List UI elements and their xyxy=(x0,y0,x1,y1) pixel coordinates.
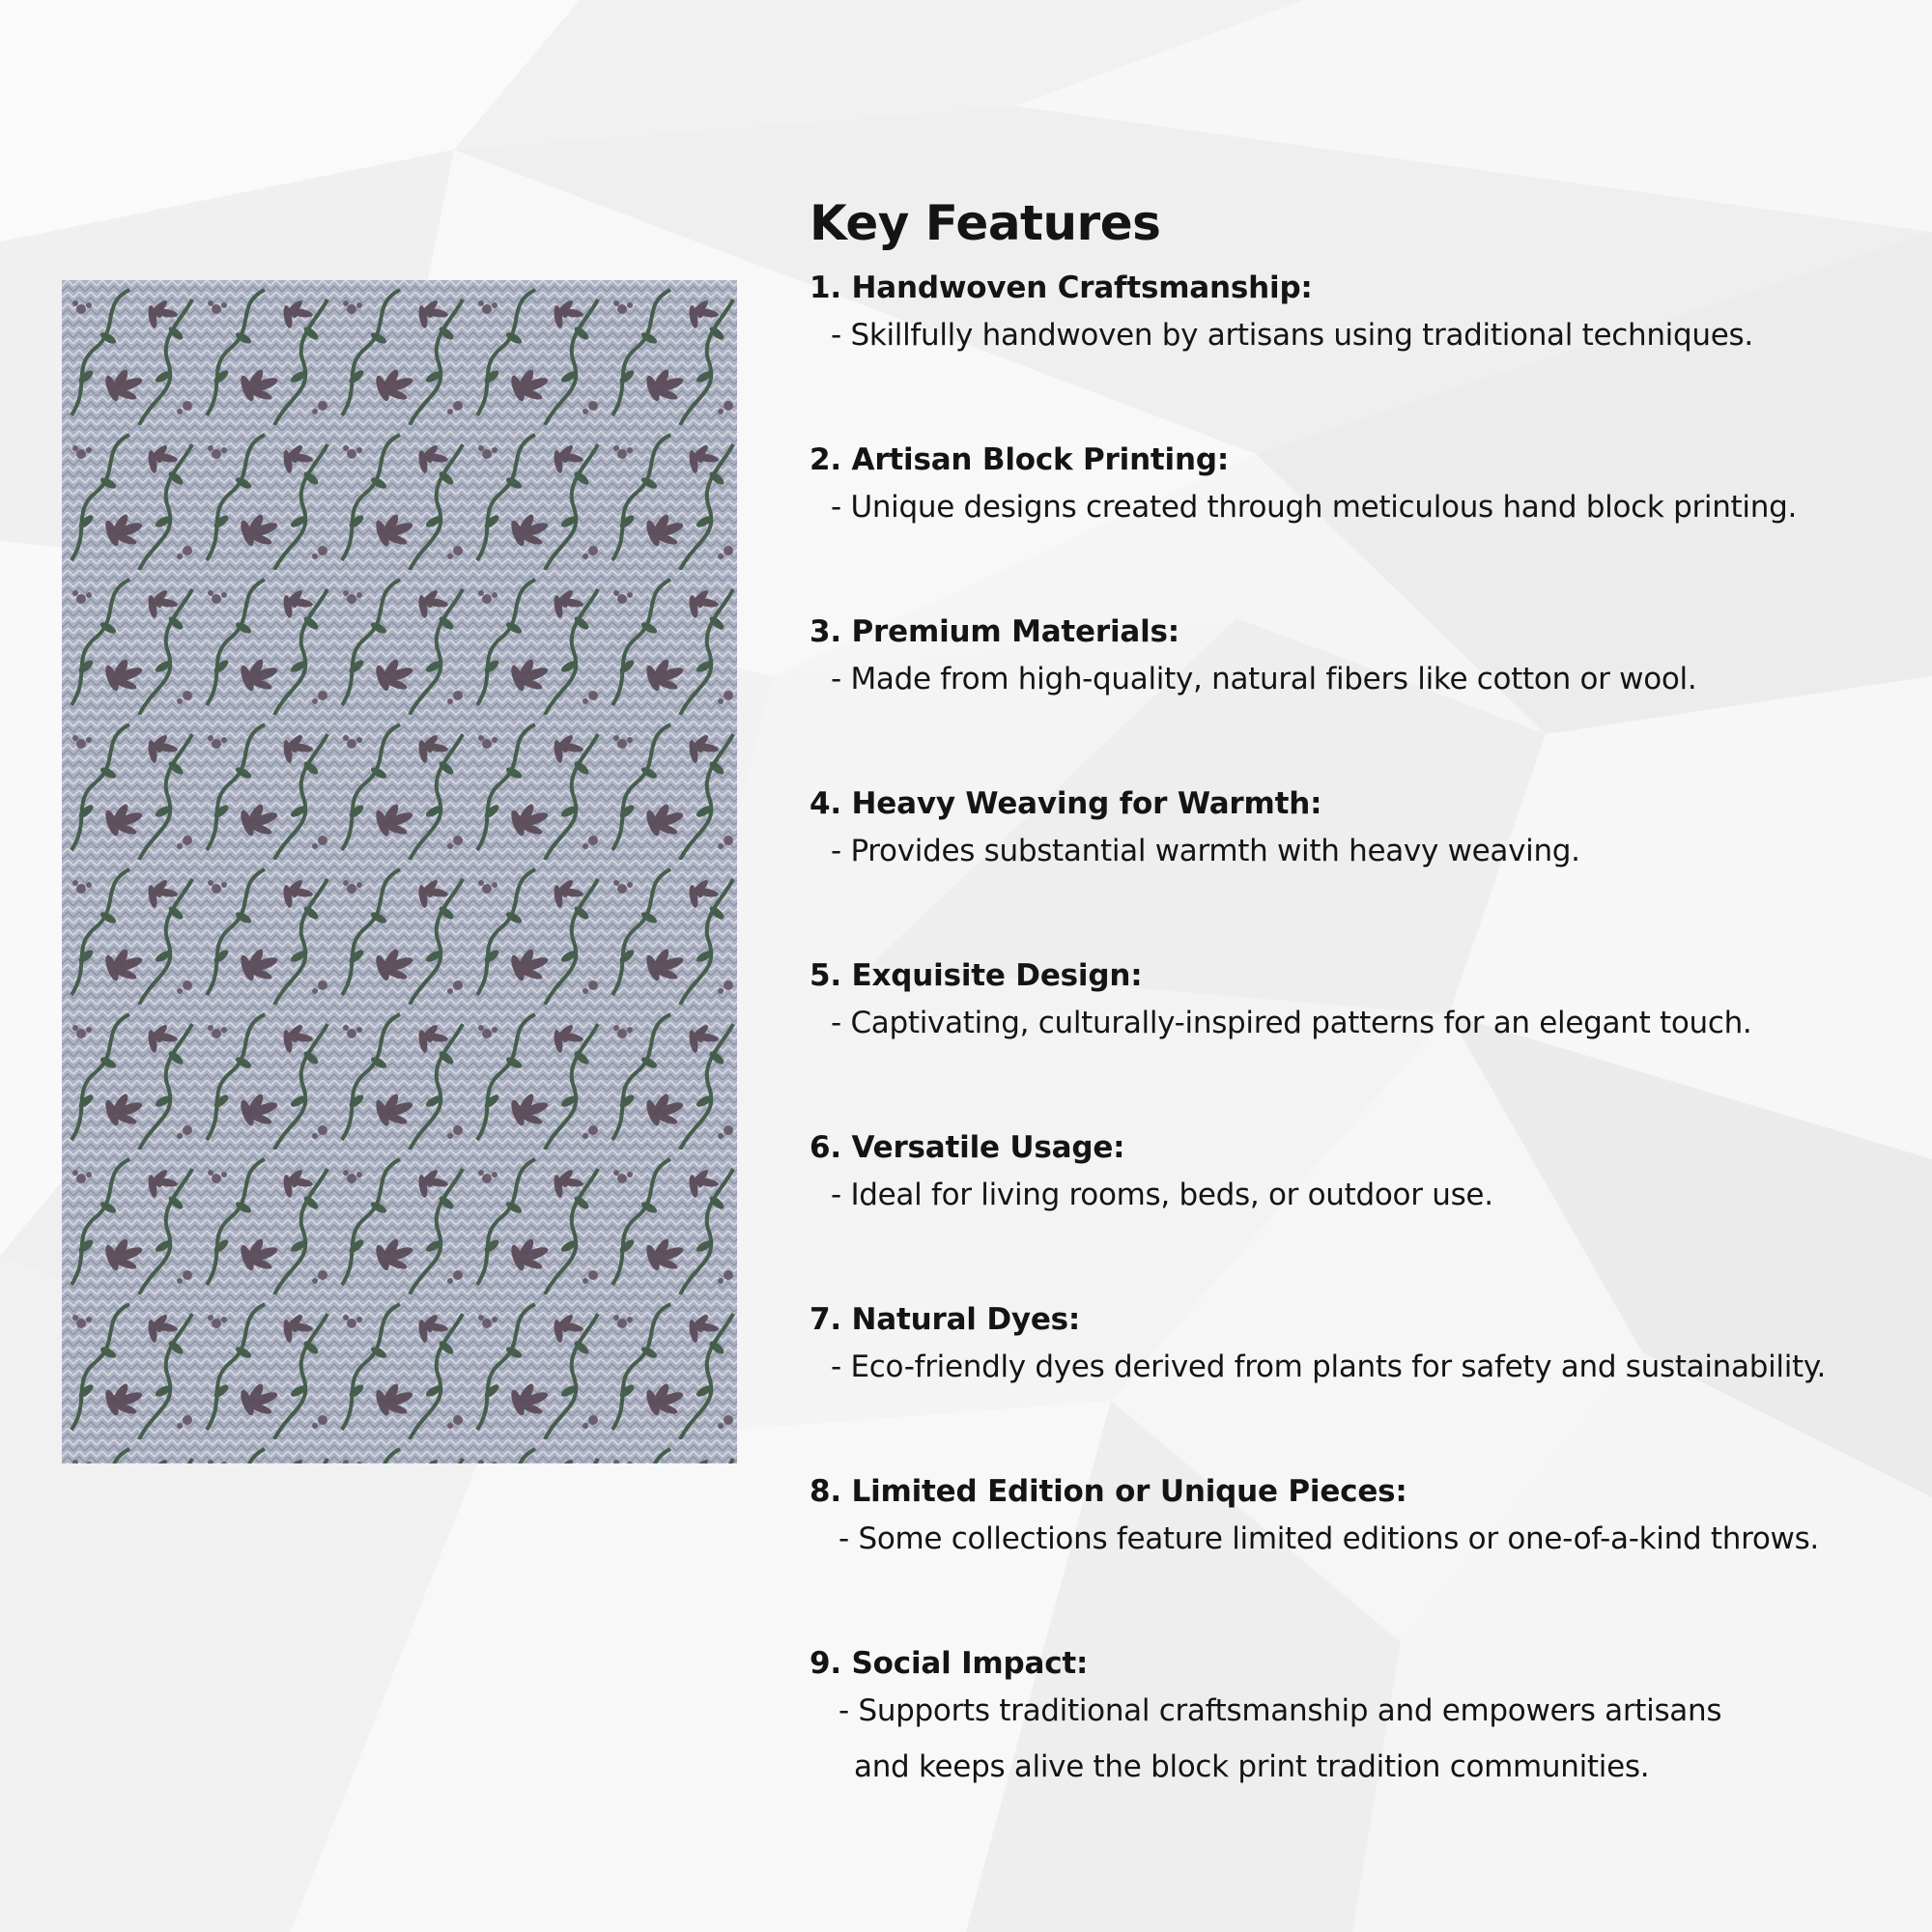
feature-title: 1. Handwoven Craftsmanship: xyxy=(810,270,1313,305)
feature-item xyxy=(810,612,1901,784)
feature-title: 4. Heavy Weaving for Warmth: xyxy=(810,786,1322,821)
feature-item xyxy=(810,1472,1901,1644)
feature-item xyxy=(810,784,1901,956)
page-title: Key Features xyxy=(810,195,1161,251)
feature-title: 5. Exquisite Design: xyxy=(810,958,1143,993)
feature-description: - Skillfully handwoven by artisans using traditional techniques. xyxy=(831,318,1753,353)
feature-item xyxy=(810,440,1901,612)
feature-description: - Captivating, culturally-inspired patterns for an elegant touch. xyxy=(831,1006,1752,1040)
feature-description: - Some collections feature limited editions or one-of-a-kind throws. xyxy=(838,1521,1819,1556)
feature-title: 8. Limited Edition or Unique Pieces: xyxy=(810,1474,1407,1509)
feature-item xyxy=(810,956,1901,1128)
feature-description-line: - Supports traditional craftsmanship and empowers artisans xyxy=(838,1693,1722,1728)
key-features-panel xyxy=(810,189,1901,1816)
feature-title: 9. Social Impact: xyxy=(810,1646,1089,1681)
feature-description: - Unique designs created through meticulous hand block printing. xyxy=(831,490,1798,525)
fabric-product-image xyxy=(62,280,737,1463)
feature-item xyxy=(810,1644,1901,1816)
feature-title: 6. Versatile Usage: xyxy=(810,1130,1125,1165)
feature-description xyxy=(810,1683,1901,1795)
feature-description: - Ideal for living rooms, beds, or outdoor use. xyxy=(831,1178,1493,1212)
feature-item xyxy=(810,269,1901,440)
feature-description: - Made from high-quality, natural fibers like cotton or wool. xyxy=(831,662,1697,696)
feature-description: - Provides substantial warmth with heavy weaving. xyxy=(831,834,1580,868)
feature-item xyxy=(810,1128,1901,1300)
feature-item xyxy=(810,1300,1901,1472)
feature-title: 7. Natural Dyes: xyxy=(810,1302,1081,1337)
feature-title: 3. Premium Materials: xyxy=(810,614,1179,649)
feature-description: - Eco-friendly dyes derived from plants for safety and sustainability. xyxy=(831,1350,1827,1384)
feature-title: 2. Artisan Block Printing: xyxy=(810,442,1230,477)
feature-description-line: and keeps alive the block print tradition communities. xyxy=(854,1749,1650,1784)
